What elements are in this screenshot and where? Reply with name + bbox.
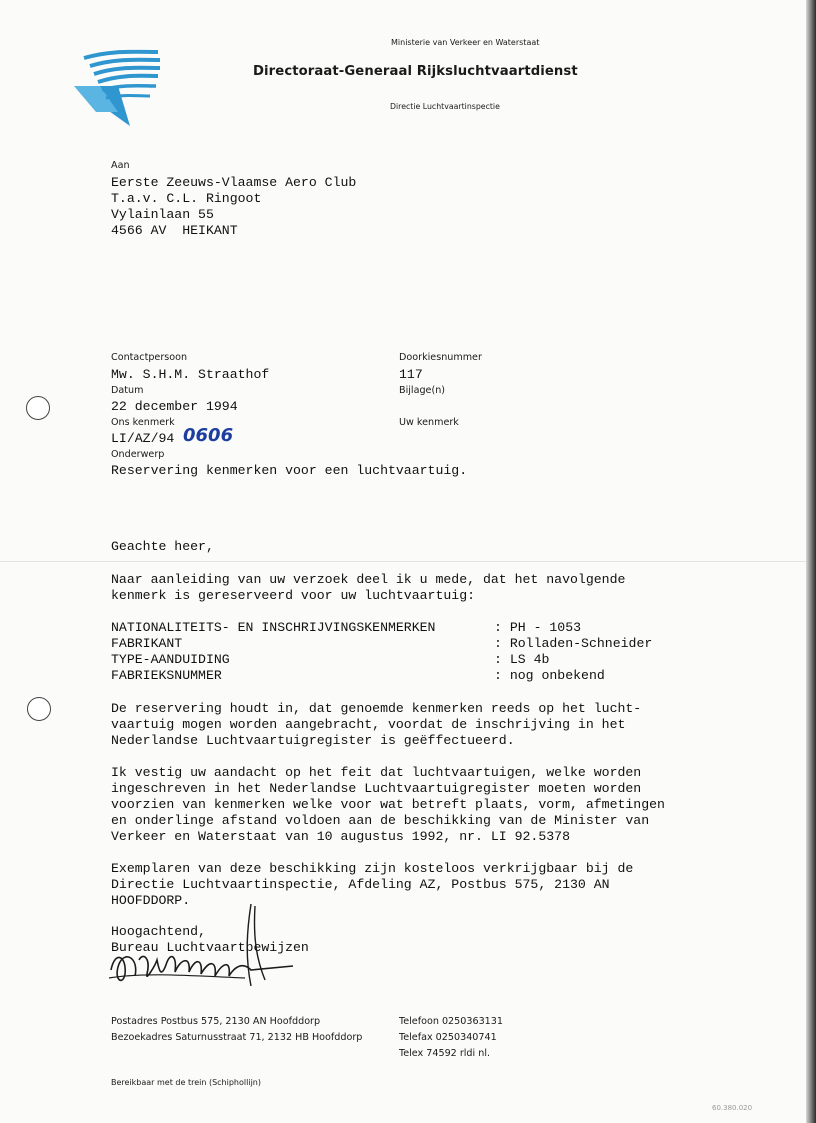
paragraph-3-line: HOOFDDORP. (111, 893, 191, 908)
handwritten-reference-number: 0606 (183, 425, 234, 446)
our-reference-value: LI/AZ/94 (111, 431, 175, 446)
paragraph-2-line: Verkeer en Waterstaat van 10 augustus 1992, nr. LI 92.5378 (111, 829, 570, 844)
telefax: Telefax 0250340741 (399, 1032, 497, 1043)
registration-row-label: TYPE-AANDUIDING (111, 652, 230, 667)
rld-logo-icon (72, 46, 162, 128)
ministry-name: Ministerie van Verkeer en Waterstaat (391, 38, 540, 47)
paragraph-1-line: vaartuig mogen worden aangebracht, voordat de inschrijving in het (111, 717, 626, 732)
sender-name: Bureau Luchtvaartbewijzen (111, 940, 309, 955)
recipient-line-4: 4566 AV HEIKANT (111, 223, 238, 238)
recipient-line-3: Vylainlaan 55 (111, 207, 214, 222)
telex: Telex 74592 rldi nl. (399, 1048, 491, 1059)
registration-row-label: FABRIEKSNUMMER (111, 668, 222, 683)
registration-row-label: NATIONALITEITS- EN INSCHRIJVINGSKENMERKEN (111, 620, 436, 635)
registration-row-value: : PH - 1053 (494, 620, 582, 635)
paragraph-3-line: Directie Luchtvaartinspectie, Afdeling AZ, Postbus 575, 2130 AN (111, 877, 610, 892)
direct-number-label: Doorkiesnummer (399, 352, 482, 363)
date-label: Datum (111, 385, 144, 396)
paragraph-2-line: ingeschreven in het Nederlandse Luchtvaartuigregister moeten worden (111, 781, 642, 796)
registration-row-value: : LS 4b (494, 652, 550, 667)
recipient-line-2: T.a.v. C.L. Ringoot (111, 191, 262, 206)
punch-hole-top (26, 396, 50, 420)
closing-greeting: Hoogachtend, (111, 924, 206, 939)
paragraph-2-line: voorzien van kenmerken welke voor wat betreft plaats, vorm, afmetingen (111, 797, 665, 812)
our-reference-label: Ons kenmerk (111, 417, 175, 428)
train-reachability-note: Bereikbaar met de trein (Schiphollijn) (111, 1078, 261, 1087)
punch-hole-bottom (27, 697, 51, 721)
fold-line (0, 561, 816, 562)
recipient-line-1: Eerste Zeeuws-Vlaamse Aero Club (111, 175, 357, 190)
salutation: Geachte heer, (111, 539, 214, 554)
registration-row-value: : nog onbekend (494, 668, 605, 683)
your-reference-label: Uw kenmerk (399, 417, 459, 428)
paragraph-1-line: Nederlandse Luchtvaartuigregister is geëffectueerd. (111, 733, 515, 748)
subject-value: Reservering kenmerken voor een luchtvaartuig. (111, 463, 468, 478)
direct-number-value: 117 (399, 367, 423, 382)
registration-row-value: : Rolladen-Schneider (494, 636, 653, 651)
scan-edge-shadow (806, 0, 816, 1123)
subject-label: Onderwerp (111, 449, 165, 460)
paragraph-3-line: Exemplaren van deze beschikking zijn kosteloos verkrijgbaar bij de (111, 861, 634, 876)
form-number: 60.380.020 (712, 1104, 753, 1112)
paragraph-1-line: De reservering houdt in, dat genoemde kenmerken reeds op het lucht- (111, 701, 642, 716)
telephone: Telefoon 0250363131 (399, 1016, 503, 1027)
visiting-address: Bezoekadres Saturnusstraat 71, 2132 HB Hoofddorp (111, 1032, 363, 1043)
date-value: 22 december 1994 (111, 399, 238, 414)
contact-person-value: Mw. S.H.M. Straathof (111, 367, 270, 382)
directorate-title: Directoraat-Generaal Rijksluchtvaartdienst (253, 64, 578, 79)
intro-line-2: kenmerk is gereserveerd voor uw luchtvaartuig: (111, 588, 476, 603)
recipient-label: Aan (111, 160, 130, 171)
paragraph-2-line: en onderlinge afstand voldoen aan de beschikking van de Minister van (111, 813, 650, 828)
handwritten-signature (105, 900, 305, 990)
postal-address: Postadres Postbus 575, 2130 AN Hoofddorp (111, 1016, 321, 1027)
registration-row-label: FABRIKANT (111, 636, 183, 651)
attachments-label: Bijlage(n) (399, 385, 446, 396)
paragraph-2-line: Ik vestig uw aandacht op het feit dat luchtvaartuigen, welke worden (111, 765, 642, 780)
contact-person-label: Contactpersoon (111, 352, 188, 363)
division-name: Directie Luchtvaartinspectie (390, 102, 500, 111)
intro-line-1: Naar aanleiding van uw verzoek deel ik u mede, dat het navolgende (111, 572, 626, 587)
